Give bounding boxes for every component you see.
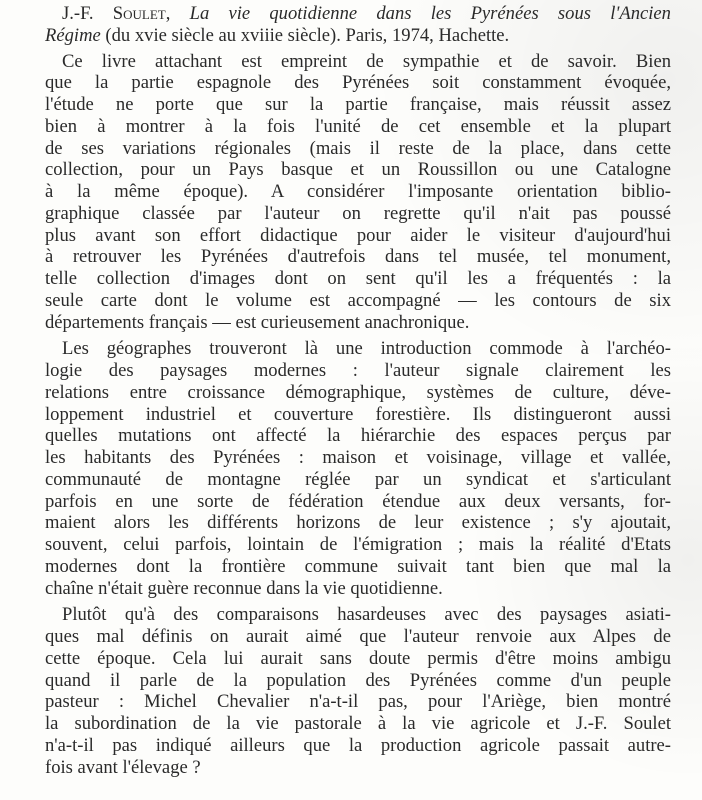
- text-line: l'étude ne porte que sur la partie française, mais réussit assez: [45, 94, 671, 115]
- text-line: loppement industriel et couverture forestière. Ils distingueront aussi: [45, 403, 671, 425]
- text-line: pasteur : Michel Chevalier n'a-t-il pas, pour l'Ariège, bien montré: [45, 691, 671, 713]
- text-line: Plutôt qu'à des comparaisons hasardeuses avec des paysages asiati-: [62, 604, 671, 626]
- reference-title: La vie quotidienne dans les Pyrénées sous l'Ancien: [189, 3, 671, 24]
- text-line: Les géographes trouveront là une introduction commode à l'archéo-: [62, 338, 671, 360]
- text-line: modernes dont la frontière commune suivait tant bien que mal la: [45, 555, 671, 577]
- text-line: quand il parle de la population des Pyrénées comme d'un peuple: [45, 669, 671, 691]
- book-reference: [45, 3, 671, 47]
- text-line: chaîne n'était guère reconnue dans la vie quotidienne.: [45, 577, 443, 599]
- text-line: relations entre croissance démographique, systèmes de culture, déve-: [45, 381, 671, 403]
- reference-line-1: [45, 3, 671, 25]
- text-line: que la partie espagnole des Pyrénées soit constamment évoquée,: [45, 72, 671, 94]
- text-line: quelles mutations ont affecté la hiérarchie des espaces perçus par: [45, 425, 671, 447]
- text-line: parfois en une sorte de fédération étendue aux deux versants, for-: [45, 490, 671, 512]
- reference-publication: (du xvie siècle au xviiie siècle). Paris, 1974, Hachette.: [105, 24, 510, 46]
- text-line: départements français — est curieusement anachronique.: [45, 311, 470, 333]
- text-line: fois avant l'élevage ?: [45, 756, 201, 778]
- text-line: Ce livre attachant est empreint de sympathie et de savoir. Bien: [62, 50, 671, 72]
- text-line: bien à montrer à la fois l'unité de cet ensemble et la plupart: [45, 115, 671, 137]
- text-line: à la même époque). A considérer l'imposante orientation biblio-: [45, 181, 671, 202]
- text-line: à retrouver les Pyrénées d'autrefois dans tel musée, tel monument,: [45, 246, 671, 268]
- text-line: seule carte dont le volume est accompagné — les contours de six: [45, 289, 671, 311]
- document-page: [45, 3, 671, 783]
- text-line: telle collection d'images dont on sent qu'il les a fréquentés : la: [45, 268, 671, 289]
- reference-title-cont: Régime: [45, 24, 101, 46]
- text-line: communauté de montagne réglée par un syndicat et s'articulant: [45, 468, 671, 490]
- text-line: maient alors les différents horizons de leur existence ; s'y ajoutait,: [45, 512, 671, 534]
- text-line: n'a-t-il pas indiqué ailleurs que la production agricole passait autre-: [45, 734, 671, 756]
- text-line: collection, pour un Pays basque et un Roussillon ou une Catalogne: [45, 159, 671, 181]
- reference-line-2: [45, 25, 671, 47]
- text-line: ques mal définis on aurait aimé que l'auteur renvoie aux Alpes de: [45, 626, 671, 647]
- text-line: cette époque. Cela lui aurait sans doute permis d'être moins ambigu: [45, 647, 671, 669]
- text-line: les habitants des Pyrénées : maison et voisinage, village et vallée,: [45, 447, 671, 468]
- text-line: la subordination de la vie pastorale à la vie agricole et J.-F. Soulet: [45, 713, 671, 734]
- text-line: graphique classée par l'auteur on regrette qu'il n'ait pas poussé: [45, 202, 671, 224]
- paragraph: [45, 51, 671, 334]
- reference-author: J.-F. Soulet,: [62, 3, 171, 24]
- text-line: de ses variations régionales (mais il reste de la place, dans cette: [45, 137, 671, 159]
- text-line: souvent, celui parfois, lointain de l'émigration ; mais la réalité d'Etats: [45, 534, 671, 555]
- text-line: logie des paysages modernes : l'auteur signale clairement les: [45, 360, 671, 381]
- paragraph: [45, 338, 671, 599]
- text-line: plus avant son effort didactique pour aider le visiteur d'aujourd'hui: [45, 224, 671, 246]
- paragraph: [45, 604, 671, 778]
